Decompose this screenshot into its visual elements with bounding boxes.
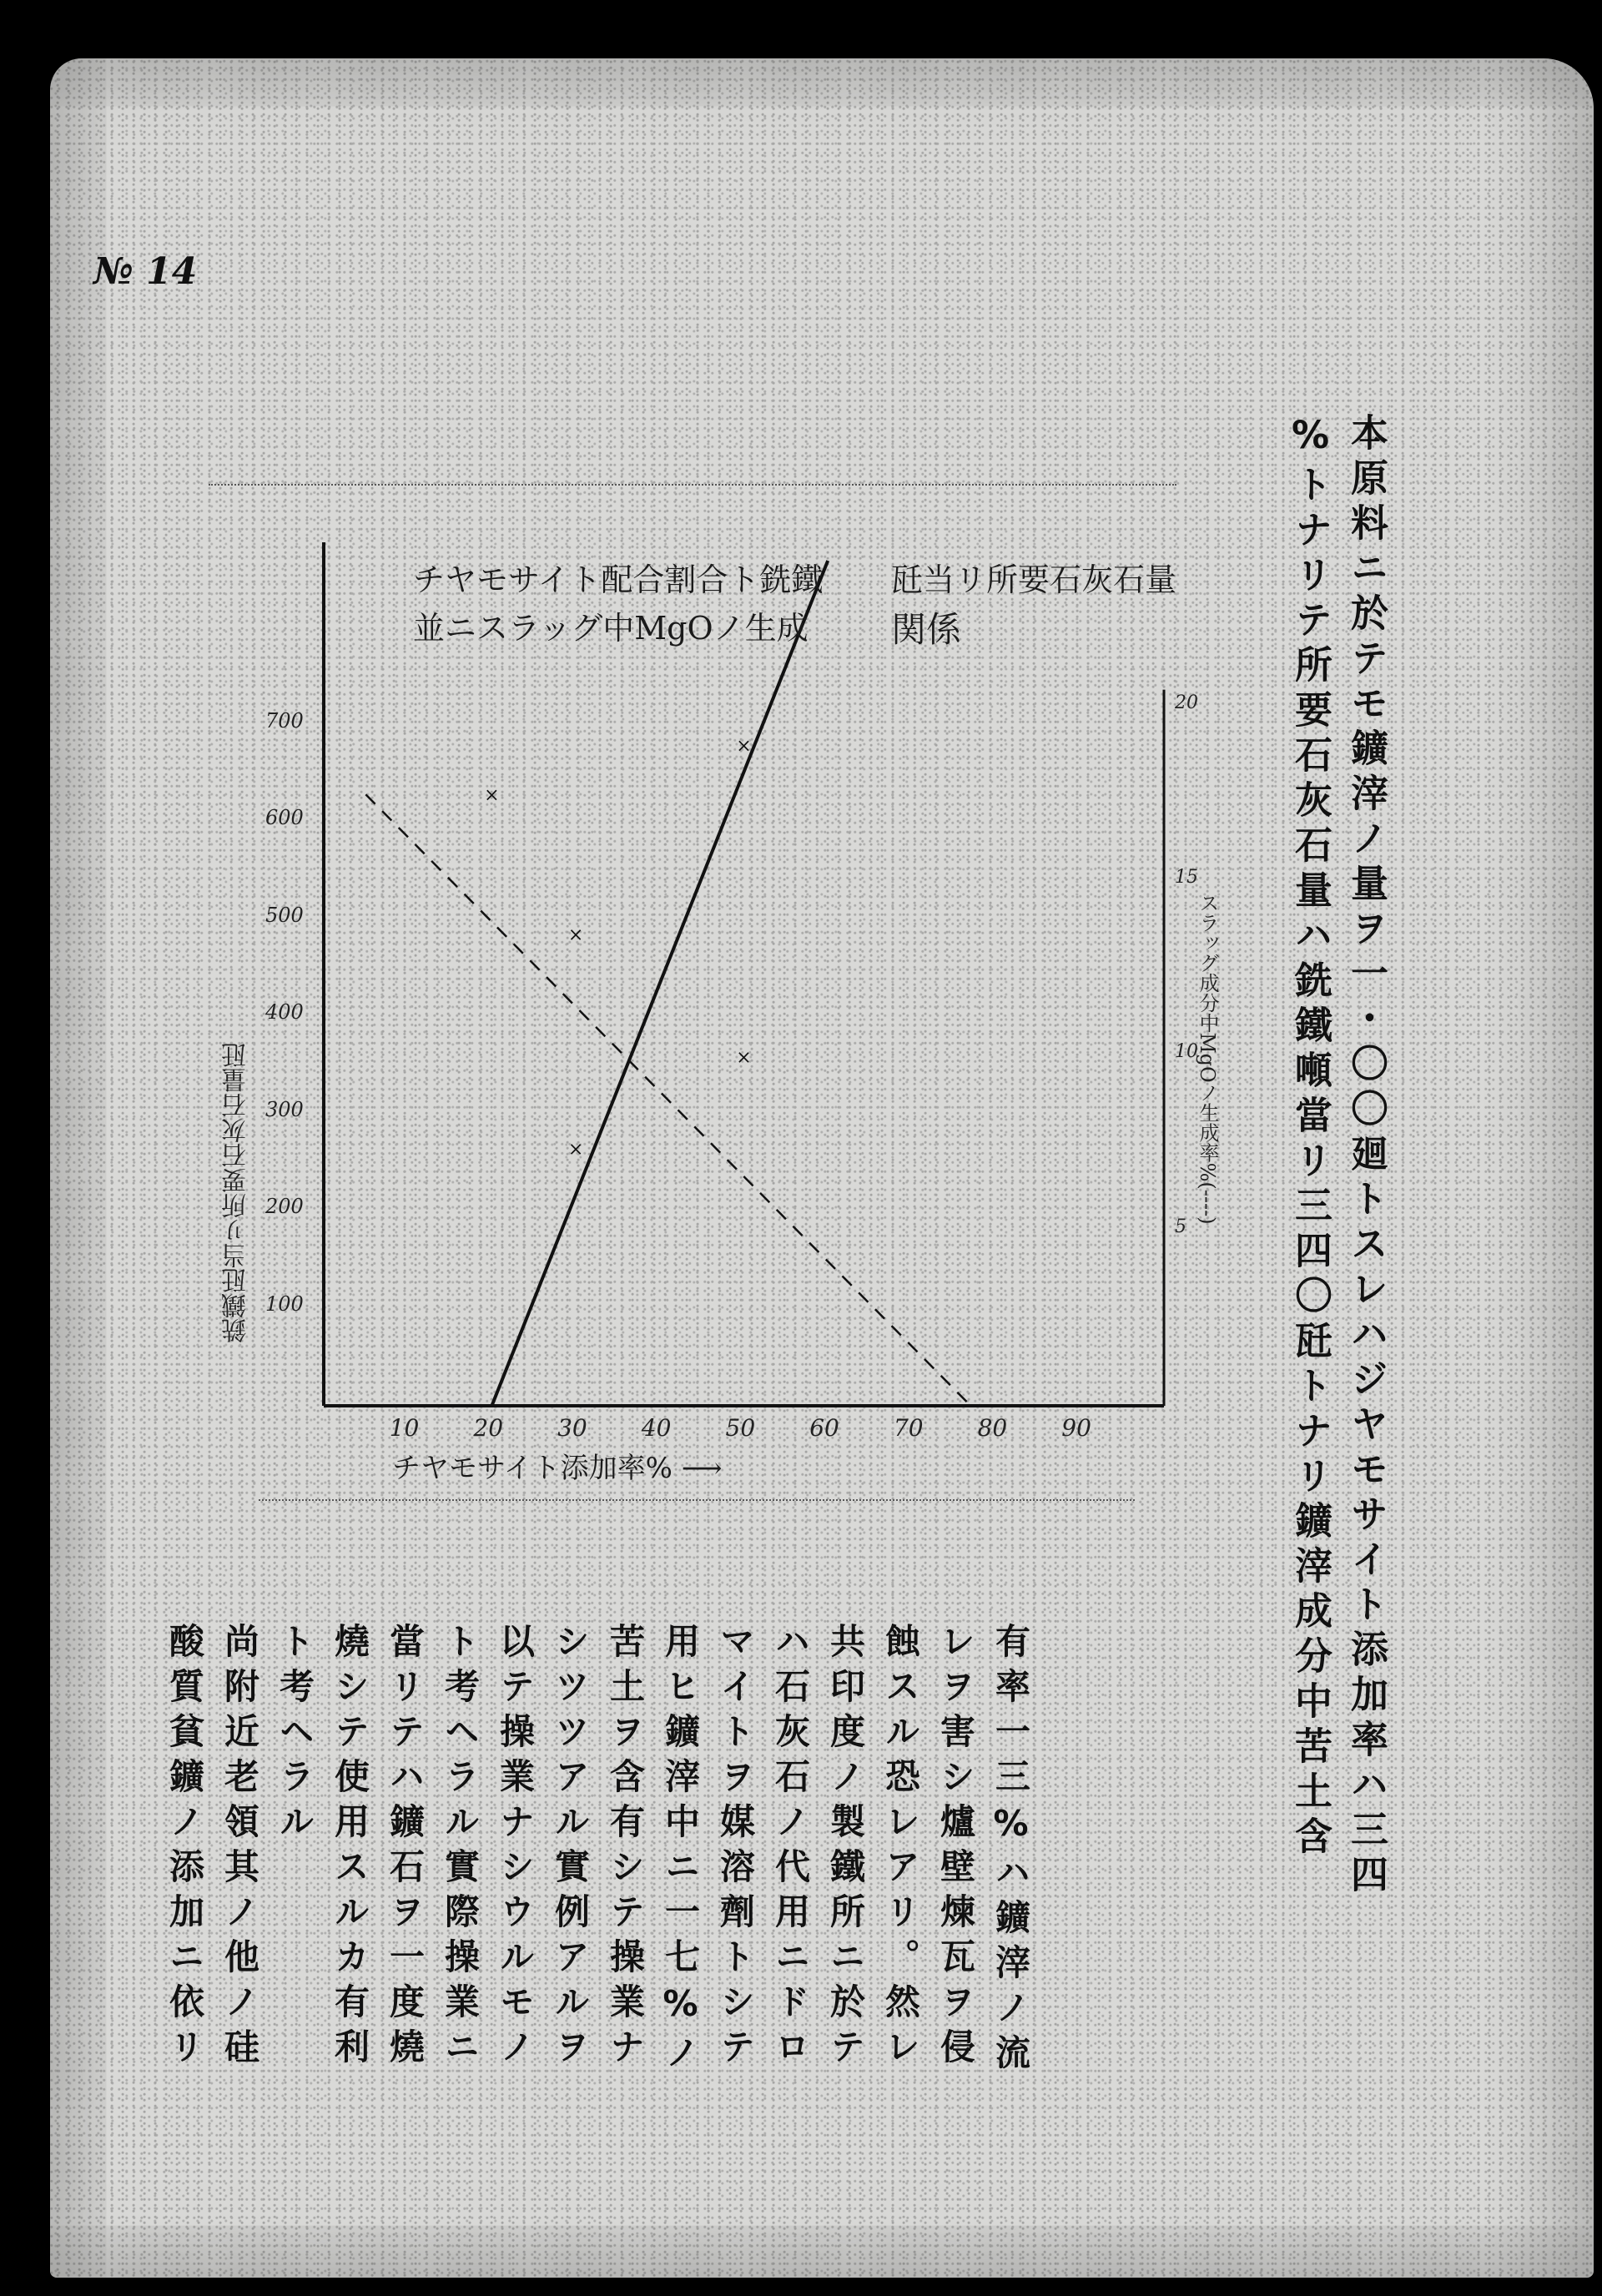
- x-tick-label-60: 60: [809, 1414, 839, 1442]
- text-column-bottom-5: ハ石灰石ノ代用ニドロ: [770, 1623, 811, 2073]
- data-point-3: ×: [484, 785, 500, 807]
- x-tick-label-80: 80: [977, 1414, 1008, 1442]
- y-left-tick-label-100: 100: [265, 1292, 304, 1316]
- text-column-bottom-11: ト考ヘラル實際操業ニ: [440, 1623, 481, 2073]
- x-axis-label: チヤモサイト添加率% ⟶: [392, 1452, 723, 1485]
- page-number: № 14: [93, 250, 198, 293]
- y-left-tick-label-600: 600: [265, 806, 304, 830]
- text-column-2: %トナリテ所要石灰石量ハ銑鐵噸當リ三四〇瓩トナリ鑛滓成分中苦土含: [1288, 413, 1332, 1861]
- x-tick-label-40: 40: [641, 1414, 672, 1442]
- x-tick-label-50: 50: [725, 1414, 756, 1442]
- text-column-bottom-2: レヲ害シ爐壁煉瓦ヲ侵: [935, 1623, 976, 2073]
- text-column-bottom-15: 尚附近老領其ノ他ノ硅: [219, 1623, 260, 2073]
- text-column-bottom-16: 酸質貧鑛ノ添加ニ依リ: [164, 1623, 205, 2073]
- text-column-bottom-7: 用ヒ鑛滓中ニ一七%ノ: [660, 1623, 701, 2079]
- x-tick-label-10: 10: [389, 1414, 420, 1442]
- text-column-bottom-1: 有率一三%ハ鑛滓ノ流: [990, 1623, 1031, 2079]
- y-right-tick-label-5: 5: [1175, 1216, 1186, 1237]
- chart-title-right-1: 瓩当リ所要石灰石量: [891, 561, 1177, 598]
- chart-title-line-1: チヤモサイト配合割合ト銑鐵: [413, 561, 824, 598]
- y-right-tick-label-10: 10: [1175, 1041, 1198, 1063]
- x-tick-label-30: 30: [557, 1414, 587, 1442]
- chart-title-line-2: 並ニスラッグ中MgOノ生成: [413, 610, 809, 647]
- text-column-bottom-3: 蝕スル恐レアリ。然レ: [880, 1623, 921, 2073]
- chart-bottom-rule: [259, 1499, 1135, 1501]
- text-column-bottom-6: マイトヲ媒溶劑トシテ: [715, 1623, 756, 2073]
- y-left-tick-label-400: 400: [265, 1000, 304, 1025]
- y-axis-left-label: 銑鐵瓩当リ所要石灰石量瓩: [222, 1043, 251, 1343]
- chart-title-right-2: 関係: [891, 609, 962, 650]
- text-column-bottom-12: 當リテハ鑛石ヲ一度燒: [385, 1623, 426, 2073]
- text-column-bottom-13: 燒シテ使用スルカ有利: [330, 1623, 370, 2073]
- x-tick-label-90: 90: [1061, 1414, 1091, 1442]
- text-column-bottom-9: シツツアル實例アルヲ: [550, 1623, 591, 2073]
- y-right-tick-label-15: 15: [1175, 866, 1198, 888]
- text-column-1: 本原料ニ於テモ鑛滓ノ量ヲ一・〇〇廻トスレハジヤモサイト添加率ハ三四: [1344, 413, 1388, 1900]
- text-column-bottom-14: ト考ヘラル: [275, 1623, 315, 1848]
- y-left-tick-label-700: 700: [265, 708, 304, 733]
- y-left-tick-label-200: 200: [265, 1195, 304, 1219]
- text-column-bottom-10: 以テ操業ナシウルモノ: [495, 1623, 536, 2073]
- data-point-2: ×: [736, 736, 752, 758]
- y-right-tick-label-20: 20: [1175, 692, 1198, 713]
- x-tick-label-20: 20: [473, 1414, 504, 1442]
- y-left-tick-label-500: 500: [265, 903, 304, 927]
- text-column-bottom-4: 共印度ノ製鐵所ニ於テ: [825, 1623, 866, 2073]
- data-point-5: ×: [736, 1047, 752, 1069]
- text-column-bottom-8: 苦土ヲ含有シテ操業ナ: [605, 1623, 646, 2073]
- y-axis-right-label: スラッグ成分中MgOノ生成率%(----): [1196, 893, 1219, 1225]
- data-point-4: ×: [567, 924, 584, 946]
- chart-top-rule: [209, 484, 1176, 486]
- y-left-tick-label-300: 300: [265, 1097, 304, 1121]
- data-point-1: ×: [567, 1139, 584, 1161]
- x-tick-label-70: 70: [893, 1414, 924, 1442]
